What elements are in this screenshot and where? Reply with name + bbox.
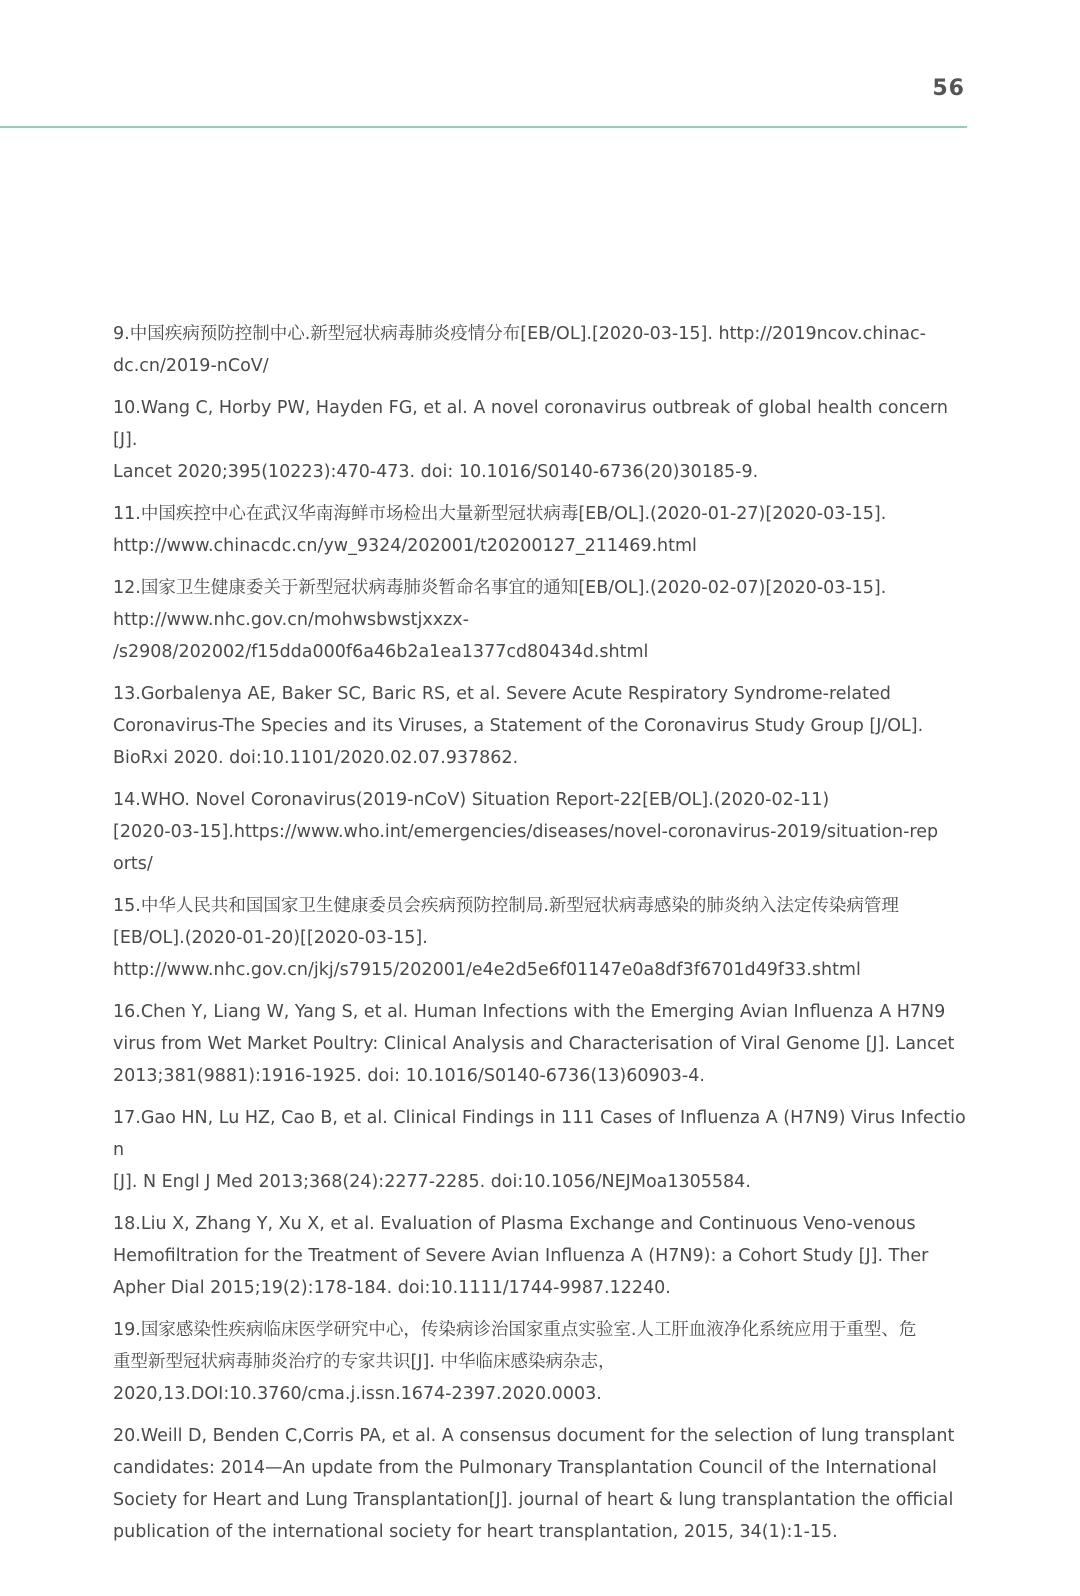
reference-item: 11.中国疾控中心在武汉华南海鲜市场检出大量新型冠状病毒[EB/OL].(2020-01-27)[2020-03-15]. http://www.chinacdc.cn/yw_9324/202001/t20200127_211469.html	[113, 504, 887, 556]
reference-list	[113, 318, 973, 1558]
reference-item: 9.中国疾病预防控制中心.新型冠状病毒肺炎疫情分布[EB/OL].[2020-03-15]. http://2019ncov.chinac- dc.cn/2019-nCoV/	[113, 324, 926, 376]
reference-item: 20.Weill D, Benden C,Corris PA, et al. A consensus document for the selection of lung transplant candidates: 2014—An update from the Pulmonary Transplantation Council of the International Society for Heart and Lung Transplantation[J]. journal of heart & lung transplantation the official publication of the international society for heart transplantation, 2015, 34(1):1-15.	[113, 1426, 955, 1542]
header-divider	[0, 126, 967, 128]
reference-item: 19.国家感染性疾病临床医学研究中心，传染病诊治国家重点实验室.人工肝血液净化系统应用于重型、危 重型新型冠状病毒肺炎治疗的专家共识[J]. 中华临床感染病杂志， 2020,13.DOI:10.3760/cma.j.issn.1674-2397.2020.0003.	[113, 1320, 917, 1404]
reference-item: 12.国家卫生健康委关于新型冠状病毒肺炎暂命名事宜的通知[EB/OL].(2020-02-07)[2020-03-15]. http://www.nhc.gov.cn/mohwsbwstjxxzx- /s2908/202002/f15dda000f6a46b2a1ea1377cd80434d.shtml	[113, 578, 887, 662]
reference-item: 10.Wang C, Horby PW, Hayden FG, et al. A novel coronavirus outbreak of global health concern [J]. Lancet 2020;395(10223):470-473. doi: 10.1016/S0140-6736(20)30185-9.	[113, 398, 948, 482]
reference-item: 17.Gao HN, Lu HZ, Cao B, et al. Clinical Findings in 111 Cases of Influenza A (H7N9) Virus Infection [J]. N Engl J Med 2013;368(24):2277-2285. doi:10.1056/NEJMoa1305584.	[113, 1108, 966, 1192]
reference-item: 13.Gorbalenya AE, Baker SC, Baric RS, et al. Severe Acute Respiratory Syndrome-related Coronavirus-The Species and its Viruses, a Statement of the Coronavirus Study Group [J/OL]. BioRxi 2020. doi:10.1101/2020.02.07.937862.	[113, 684, 924, 768]
page-number: 56	[932, 76, 965, 101]
reference-item: 15.中华人民共和国国家卫生健康委员会疾病预防控制局.新型冠状病毒感染的肺炎纳入法定传染病管理 [EB/OL].(2020-01-20)[[2020-03-15]. http://www.nhc.gov.cn/jkj/s7915/202001/e4e2d5e6f01147e0a8df3f6701d49f33.shtml	[113, 896, 899, 980]
reference-item: 14.WHO. Novel Coronavirus(2019-nCoV) Situation Report-22[EB/OL].(2020-02-11) [2020-03-15].https://www.who.int/emergencies/diseases/novel-coronavirus-2019/situation-rep orts/	[113, 790, 939, 874]
reference-item: 16.Chen Y, Liang W, Yang S, et al. Human Infections with the Emerging Avian Influenza A H7N9 virus from Wet Market Poultry: Clinical Analysis and Characterisation of Viral Genome [J]. Lancet 2013;381(9881):1916-1925. doi: 10.1016/S0140-6736(13)60903-4.	[113, 1002, 955, 1086]
reference-item: 18.Liu X, Zhang Y, Xu X, et al. Evaluation of Plasma Exchange and Continuous Veno-venous Hemofiltration for the Treatment of Severe Avian Influenza A (H7N9): a Cohort Study [J]. Ther Apher Dial 2015;19(2):178-184. doi:10.1111/1744-9987.12240.	[113, 1214, 929, 1298]
